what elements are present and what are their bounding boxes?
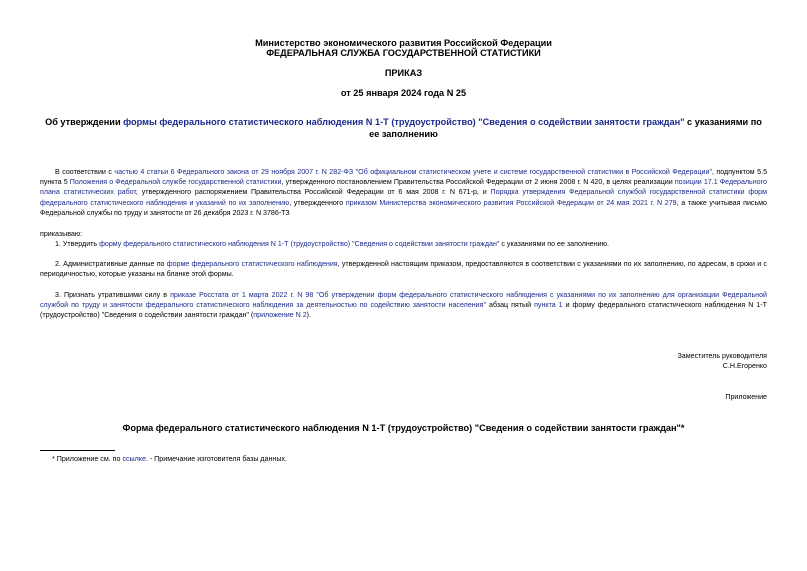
item-2 (40, 259, 767, 279)
order-word: приказываю: (40, 230, 83, 238)
item-1 (40, 239, 767, 249)
plan-position-link[interactable]: позиции 17.1 Федерального плана статистических работ (40, 178, 767, 197)
ministry-order-link[interactable]: приказом Министерства экономического развития Российской Федерации от 24 мая 2021 г. N 279 (345, 198, 677, 207)
item-3-order-link[interactable]: приказе Росстата от 1 марта 2022 г. N 98 "Об утверждении форм федерального статистического наблюдения с указаниями по их заполнению для организации Федеральной службой по труду и занятости федерального статистического наблюдения за деятельностью по содействию занятости населения" (40, 291, 767, 310)
item-3-text-4: ). (306, 311, 311, 320)
item-1-form-link[interactable]: форму федерального статистического наблюдения N 1-Т (трудоустройство) "Сведения о содействии занятости граждан" (99, 240, 500, 248)
footnote-text-1: * Приложение см. по (52, 455, 123, 463)
procedure-link[interactable]: Порядка утверждения Федеральной службой государственной статистики форм федерального статистического наблюдения и указаний по их заполнению (40, 188, 767, 207)
item-1-text-1: 1. Утвердить (55, 240, 100, 248)
footnote-text-2: . - Примечание изготовителя базы данных. (145, 455, 287, 463)
item-3-point-link[interactable]: пункта 1 (534, 301, 563, 310)
ministry-name: Министерство экономического развития Российской Федерации (255, 38, 552, 48)
preamble-text-3: , утвержденного постановлением Правительства Российской Федерации от 2 июня 2008 г. N 420, в целях реализации (281, 178, 675, 187)
title-suffix: с указаниями по ее заполнению (369, 117, 762, 139)
item-3-text-3: и форму федерального статистического наблюдения N 1-Т (трудоустройство) "Сведения о содействии занятости граждан" ( (40, 301, 767, 320)
document-title (40, 116, 767, 140)
form-title: Форма федерального статистического наблюдения N 1-Т (трудоустройство) "Сведения о содействии занятости граждан"* (122, 423, 685, 433)
preamble-text-5: , утвержденного (289, 198, 346, 207)
signature-name: С.Н.Егоренко (722, 362, 767, 370)
item-2-form-link[interactable]: форме федерального статистического наблюдения (166, 260, 338, 268)
preamble-text-4: , утвержденного распоряжением Правительства Российской Федерации от 6 мая 2008 г. N 671-р, и (135, 188, 491, 197)
footnote-link[interactable]: ссылке (122, 455, 146, 463)
item-2-text-2: , утвержденной настоящим приказом, предоставляются в соответствии с указаниями по их заполнению, по адресам, в сроки и с периодичностью, которые указаны на бланке этой формы. (40, 260, 767, 279)
signature-position: Заместитель руководителя (677, 352, 767, 360)
preamble-text-6: , а также учитывая письмо Федеральной службы по труду и занятости от 26 декабря 2023 г. N 3786-ТЗ (40, 198, 767, 217)
document-date-number: от 25 января 2024 года N 25 (340, 88, 467, 98)
footnote-divider (40, 450, 115, 451)
item-3-appendix-link[interactable]: приложение N 2 (253, 311, 307, 320)
document-type: ПРИКАЗ (384, 68, 423, 78)
item-2-text-1: 2. Административные данные по (55, 260, 167, 268)
preamble-text-2: , подпунктом 5.5 пункта 5 (40, 168, 768, 187)
appendix-label: Приложение (725, 393, 767, 401)
item-3 (40, 290, 767, 321)
item-3-text-1: 3. Признать утратившими силу в (55, 291, 171, 299)
item-1-text-2: с указаниями по ее заполнению. (499, 240, 609, 248)
title-form-link[interactable]: формы федерального статистического наблюдения N 1-Т (трудоустройство) "Сведения о содействии занятости граждан" (123, 117, 685, 127)
preamble-paragraph (40, 167, 767, 218)
title-prefix: Об утверждении (45, 117, 124, 127)
footnote (52, 454, 287, 464)
item-3-text-2: абзац пятый (486, 301, 535, 310)
service-name: ФЕДЕРАЛЬНАЯ СЛУЖБА ГОСУДАРСТВЕННОЙ СТАТИСТИКИ (266, 48, 541, 58)
preamble-text-1: В соответствии с (55, 168, 115, 176)
regulation-link[interactable]: Положения о Федеральной службе государственной статистики (69, 178, 282, 187)
law-link[interactable]: частью 4 статьи 6 Федерального закона от 29 ноября 2007 г. N 282-ФЗ "Об официальном статистическом учете и системе государственной статистики в Российской Федерации" (114, 168, 712, 176)
